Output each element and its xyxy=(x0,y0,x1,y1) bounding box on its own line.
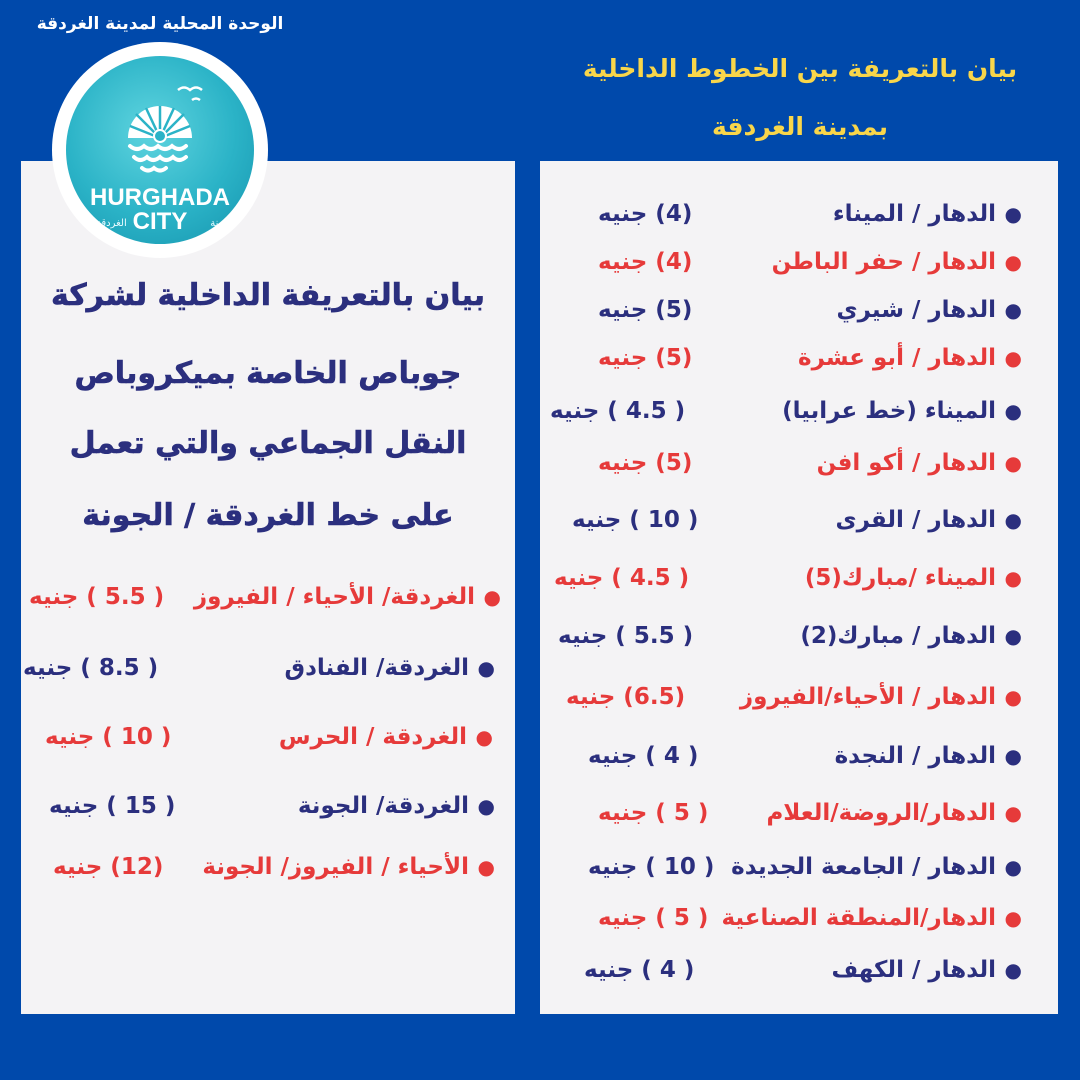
bullet-icon: ● xyxy=(483,585,501,609)
fare-price: ( 4 ) جنيه xyxy=(584,957,695,983)
bullet-icon: ● xyxy=(1004,566,1022,590)
fare-price: (6.5) جنيه xyxy=(566,684,686,710)
route-name: الدهار / حفر الباطن xyxy=(771,249,996,275)
list-item xyxy=(540,953,1058,987)
route-name: الغردقة/ الفنادق xyxy=(284,655,469,681)
fare-price: (5) جنيه xyxy=(598,450,693,476)
logo-text-hurghada: HURGHADA xyxy=(90,184,230,211)
bullet-icon: ● xyxy=(1004,624,1022,648)
bullet-icon: ● xyxy=(477,794,495,818)
list-item xyxy=(21,580,515,614)
logo-arabic-left: الغردقة xyxy=(96,218,127,229)
list-item xyxy=(540,293,1058,327)
bullet-icon: ● xyxy=(1004,250,1022,274)
list-item xyxy=(540,245,1058,279)
list-item xyxy=(540,796,1058,830)
fare-price: (4) جنيه xyxy=(598,201,693,227)
route-name: الدهار / النجدة xyxy=(834,743,996,769)
route-name: الدهار / الكهف xyxy=(831,957,996,983)
bullet-icon: ● xyxy=(1004,958,1022,982)
fare-price: ( 5.5 ) جنيه xyxy=(29,584,165,610)
page-title-line1: بيان بالتعريفة بين الخطوط الداخلية xyxy=(582,54,1018,83)
bullet-icon: ● xyxy=(1004,801,1022,825)
route-name: الميناء (خط عرابيا) xyxy=(782,398,996,424)
bullet-icon: ● xyxy=(1004,298,1022,322)
fare-price: ( 5 ) جنيه xyxy=(598,905,709,931)
route-name: الدهار / الجامعة الجديدة xyxy=(731,854,996,880)
hurghada-city-emblem-icon xyxy=(66,56,254,244)
route-name: الدهار / القرى xyxy=(835,507,996,533)
bullet-icon: ● xyxy=(477,855,495,879)
route-name: الغردقة / الحرس xyxy=(278,724,467,750)
bullet-icon: ● xyxy=(1004,685,1022,709)
route-name: الغردقة/ الجونة xyxy=(297,793,469,819)
bullet-icon: ● xyxy=(1004,451,1022,475)
list-item xyxy=(540,680,1058,714)
fare-price: ( 5.5 ) جنيه xyxy=(558,623,694,649)
bullet-icon: ● xyxy=(1004,855,1022,879)
fare-price: ( 8.5 ) جنيه xyxy=(23,655,159,681)
fare-price: ( 5 ) جنيه xyxy=(598,800,709,826)
route-name: الدهار / أبو عشرة xyxy=(798,345,996,371)
bullet-icon: ● xyxy=(1004,508,1022,532)
list-item xyxy=(540,394,1058,428)
page-title-line2: بمدينة الغردقة xyxy=(711,112,889,141)
route-name: الدهار / الأحياء/الفيروز xyxy=(739,684,996,710)
route-name: الدهار/المنطقة الصناعية xyxy=(721,905,996,931)
fare-price: ( 10 ) جنيه xyxy=(45,724,172,750)
bullet-icon: ● xyxy=(1004,744,1022,768)
fare-price: ( 4.5 ) جنيه xyxy=(554,565,690,591)
left-title-line2: جوباص الخاصة بميكروباص xyxy=(74,356,462,391)
bullet-icon: ● xyxy=(1004,202,1022,226)
bullet-icon: ● xyxy=(477,656,495,680)
route-name: الدهار / مبارك(2) xyxy=(800,623,996,649)
logo-text-city: CITY xyxy=(132,208,188,235)
route-name: الدهار / أكو افن xyxy=(816,450,996,476)
list-item xyxy=(540,561,1058,595)
bullet-icon: ● xyxy=(1004,399,1022,423)
list-item xyxy=(21,651,515,685)
list-item xyxy=(540,619,1058,653)
list-item xyxy=(540,901,1058,935)
list-item xyxy=(21,720,515,754)
list-item xyxy=(540,850,1058,884)
fare-price: (4) جنيه xyxy=(598,249,693,275)
fare-price: ( 4.5 ) جنيه xyxy=(550,398,686,424)
fare-price: (5) جنيه xyxy=(598,297,693,323)
org-name: الوحدة المحلية لمدينة الغردقة xyxy=(36,14,284,34)
left-title-line3: النقل الجماعي والتي تعمل xyxy=(69,426,467,461)
left-title-line4: على خط الغردقة / الجونة xyxy=(82,498,454,533)
route-name: الدهار / الميناء xyxy=(832,201,996,227)
bullet-icon: ● xyxy=(1004,906,1022,930)
list-item xyxy=(21,789,515,823)
list-item xyxy=(540,503,1058,537)
route-name: الغردقة/ الأحياء / الفيروز xyxy=(193,584,475,610)
fare-price: ( 10 ) جنيه xyxy=(588,854,715,880)
list-item xyxy=(540,446,1058,480)
logo-arabic-right: مدينة xyxy=(210,218,232,229)
fare-price: ( 15 ) جنيه xyxy=(49,793,176,819)
fare-price: (12) جنيه xyxy=(53,854,164,880)
fare-price: ( 10 ) جنيه xyxy=(572,507,699,533)
left-title-line1: بيان بالتعريفة الداخلية لشركة xyxy=(51,278,485,313)
list-item xyxy=(21,850,515,884)
list-item xyxy=(540,197,1058,231)
city-logo xyxy=(52,42,268,258)
route-name: الأحياء / الفيروز/ الجونة xyxy=(202,854,469,880)
bullet-icon: ● xyxy=(475,725,493,749)
route-name: الدهار/الروضة/العلام xyxy=(766,800,996,826)
bullet-icon: ● xyxy=(1004,346,1022,370)
route-name: الميناء /مبارك(5) xyxy=(804,565,996,591)
list-item xyxy=(540,739,1058,773)
route-name: الدهار / شيري xyxy=(836,297,996,323)
fare-price: (5) جنيه xyxy=(598,345,693,371)
list-item xyxy=(540,341,1058,375)
fare-price: ( 4 ) جنيه xyxy=(588,743,699,769)
